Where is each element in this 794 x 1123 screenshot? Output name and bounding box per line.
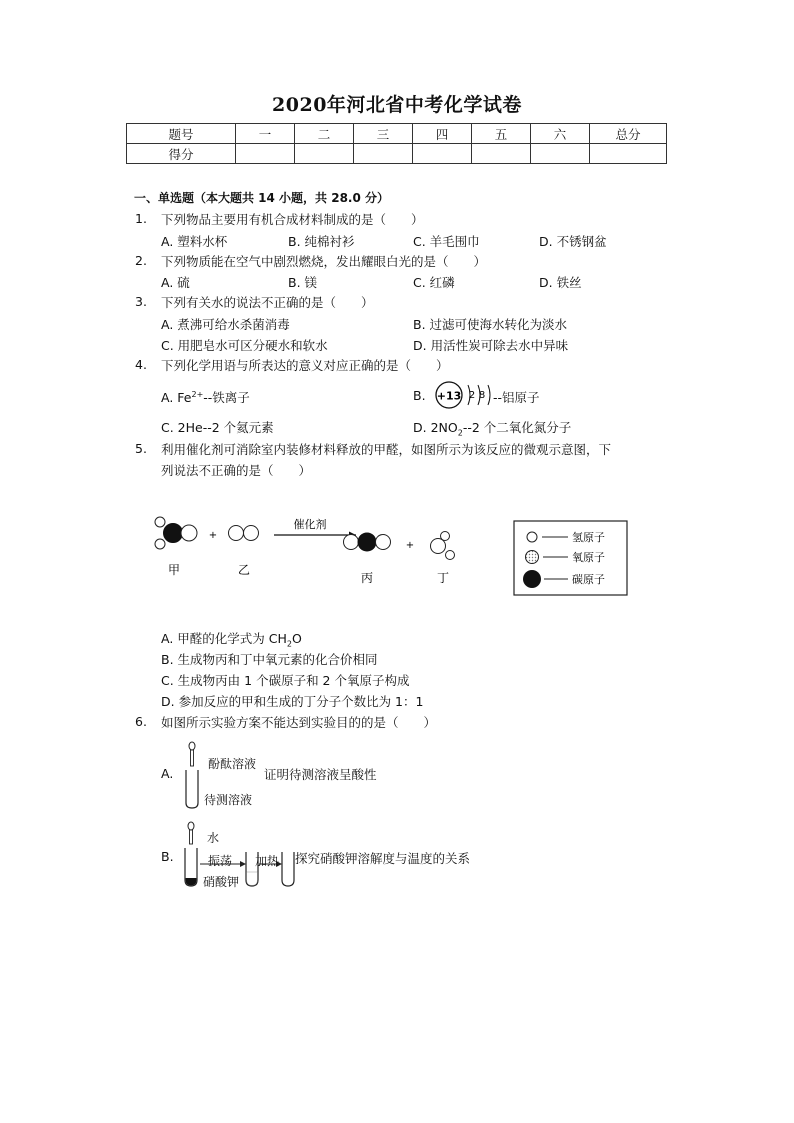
q4-a-superscript: 2+ (191, 389, 204, 399)
legend-oxygen: 氧原子 (572, 551, 605, 564)
kno3-label: 硝酸钾 (203, 875, 240, 889)
legend-carbon: 碳原子 (572, 573, 605, 586)
electron-count-shell-2: 8 (478, 390, 486, 401)
question-6-text: 如图所示实验方案不能达到实验目的的是（ ） (161, 715, 437, 730)
catalyst-label: 催化剂 (293, 518, 327, 531)
q3-option-c[interactable]: C. 用肥皂水可区分硬水和软水 (161, 338, 328, 353)
question-number: 6. (135, 714, 147, 729)
question-2-text: 下列物质能在空气中剧烈燃烧，发出耀眼白光的是（ ） (161, 254, 487, 269)
score-table (126, 123, 667, 164)
q4-d-suffix: --2 个二氧化氮分子 (462, 420, 572, 435)
dropper-bulb-icon (189, 742, 195, 750)
label-jia: 甲 (167, 563, 181, 577)
question-number: 3. (135, 294, 147, 309)
q2-option-b[interactable]: B. 镁 (288, 275, 318, 290)
q2-option-d[interactable]: D. 铁丝 (539, 275, 582, 290)
solution-level-icon (247, 872, 258, 885)
electron-count-shell-1: 2 (468, 390, 476, 401)
question-5-text-line1: 利用催化剂可消除室内装修材料释放的甲醛，如图所示为该反应的微观示意图，下 (161, 442, 612, 457)
oxygen-atom-icon (526, 551, 539, 564)
q1-option-b[interactable]: B. 纯棉衬衫 (288, 234, 355, 249)
q5-option-d[interactable]: D. 参加反应的甲和生成的丁分子个数比为 1：1 (161, 694, 424, 709)
q4-option-a[interactable] (161, 388, 250, 406)
hydrogen-atom-icon (527, 532, 537, 542)
score-cell[interactable] (590, 144, 667, 164)
kno3-solid-icon (186, 878, 197, 885)
score-header-cell: 四 (413, 124, 472, 144)
question-1-text: 下列物品主要用有机合成材料制成的是（ ） (161, 212, 424, 227)
q6-b-goal: 探究硝酸钾溶解度与温度的关系 (295, 851, 471, 866)
q1-option-c[interactable]: C. 羊毛围巾 (413, 234, 480, 249)
molecule-yi (229, 526, 259, 541)
test-tube-icon (186, 770, 198, 808)
question-number: 4. (135, 357, 147, 372)
question-number: 1. (135, 211, 147, 226)
score-header-cell: 题号 (127, 124, 236, 144)
aluminum-atom-structure-diagram (432, 378, 502, 412)
solution-label: 待测溶液 (204, 793, 253, 807)
q5-option-a[interactable] (161, 629, 302, 649)
page-title: 2020年河北省中考化学试卷 (272, 94, 522, 116)
score-table-header-row (127, 124, 667, 144)
label-ding: 丁 (436, 571, 450, 585)
label-bing: 丙 (360, 571, 374, 585)
q4-option-b-label[interactable]: B. (413, 388, 426, 403)
question-5-text-line2: 列说法不正确的是（ ） (161, 463, 312, 478)
dropper-bulb-icon (188, 822, 194, 830)
reaction-micro-diagram (150, 508, 640, 600)
score-cell[interactable] (531, 144, 590, 164)
water-label: 水 (207, 831, 220, 845)
score-cell[interactable] (413, 144, 472, 164)
q3-option-d[interactable]: D. 用活性炭可除去水中异味 (413, 338, 569, 353)
q3-option-a[interactable]: A. 煮沸可给水杀菌消毒 (161, 317, 290, 332)
molecule-ding (431, 532, 455, 560)
dropper-tube-icon (190, 830, 193, 844)
score-header-cell: 二 (295, 124, 354, 144)
question-number: 5. (135, 441, 147, 456)
heat-label: 加热 (255, 854, 280, 868)
q2-option-a[interactable]: A. 硫 (161, 275, 190, 290)
plus-sign: + (208, 530, 218, 541)
q4-a-suffix: --铁离子 (203, 390, 250, 405)
score-header-cell: 一 (236, 124, 295, 144)
dropper-tube-icon (191, 750, 194, 766)
question-number: 2. (135, 253, 147, 268)
q1-option-a[interactable]: A. 塑料水杯 (161, 234, 228, 249)
test-tube-icon (282, 852, 294, 886)
score-header-cell: 总分 (590, 124, 667, 144)
q5-option-c[interactable]: C. 生成物丙由 1 个碳原子和 2 个氧原子构成 (161, 673, 410, 688)
molecule-bing (344, 533, 391, 552)
question-4-text: 下列化学用语与所表达的意义对应正确的是（ ） (161, 358, 449, 373)
reagent-label-phenolphthalein: 酚酞溶液 (208, 757, 257, 771)
electron-shell-arc (488, 385, 490, 405)
q5-option-b[interactable]: B. 生成物丙和丁中氧元素的化合价相同 (161, 652, 378, 667)
score-cell[interactable] (295, 144, 354, 164)
section-heading: 一、单选题（本大题共 14 小题，共 28.0 分） (134, 191, 390, 205)
molecule-jia (155, 517, 197, 549)
legend-hydrogen: 氢原子 (572, 531, 605, 544)
score-cell[interactable] (472, 144, 531, 164)
label-yi: 乙 (237, 563, 251, 577)
score-header-cell: 六 (531, 124, 590, 144)
score-cell[interactable] (236, 144, 295, 164)
score-header-cell: 五 (472, 124, 531, 144)
q6-option-a-label[interactable]: A. (161, 766, 174, 781)
nucleus-charge: +13 (436, 389, 462, 403)
q4-d-subscript: 2 (457, 428, 463, 438)
q3-option-b[interactable]: B. 过滤可使海水转化为淡水 (413, 317, 568, 332)
score-header-cell: 三 (354, 124, 413, 144)
q4-option-d[interactable] (413, 418, 571, 438)
score-table-score-row (127, 144, 667, 164)
score-row-label: 得分 (127, 144, 236, 164)
plus-sign: + (405, 540, 415, 551)
question-3-text: 下列有关水的说法不正确的是（ ） (161, 295, 374, 310)
q4-d-prefix: D. 2NO (413, 420, 458, 435)
carbon-atom-icon (523, 570, 541, 588)
q6-a-goal: 证明待测溶液呈酸性 (264, 767, 377, 782)
q5-a-suffix: O (291, 631, 302, 646)
shake-label: 振荡 (208, 854, 233, 868)
q5-a-subscript: 2 (286, 639, 292, 649)
q4-option-c[interactable]: C. 2He--2 个氦元素 (161, 420, 274, 435)
q2-option-c[interactable]: C. 红磷 (413, 275, 455, 290)
q5-a-prefix: A. 甲醛的化学式为 CH (161, 631, 287, 646)
q4-option-b-suffix: --铝原子 (493, 390, 540, 405)
q6-option-b-label[interactable]: B. (161, 849, 174, 864)
arrow-head-icon (240, 861, 246, 867)
q1-option-d[interactable]: D. 不锈钢盆 (539, 234, 607, 249)
score-cell[interactable] (354, 144, 413, 164)
q4-a-prefix: A. Fe (161, 390, 192, 405)
